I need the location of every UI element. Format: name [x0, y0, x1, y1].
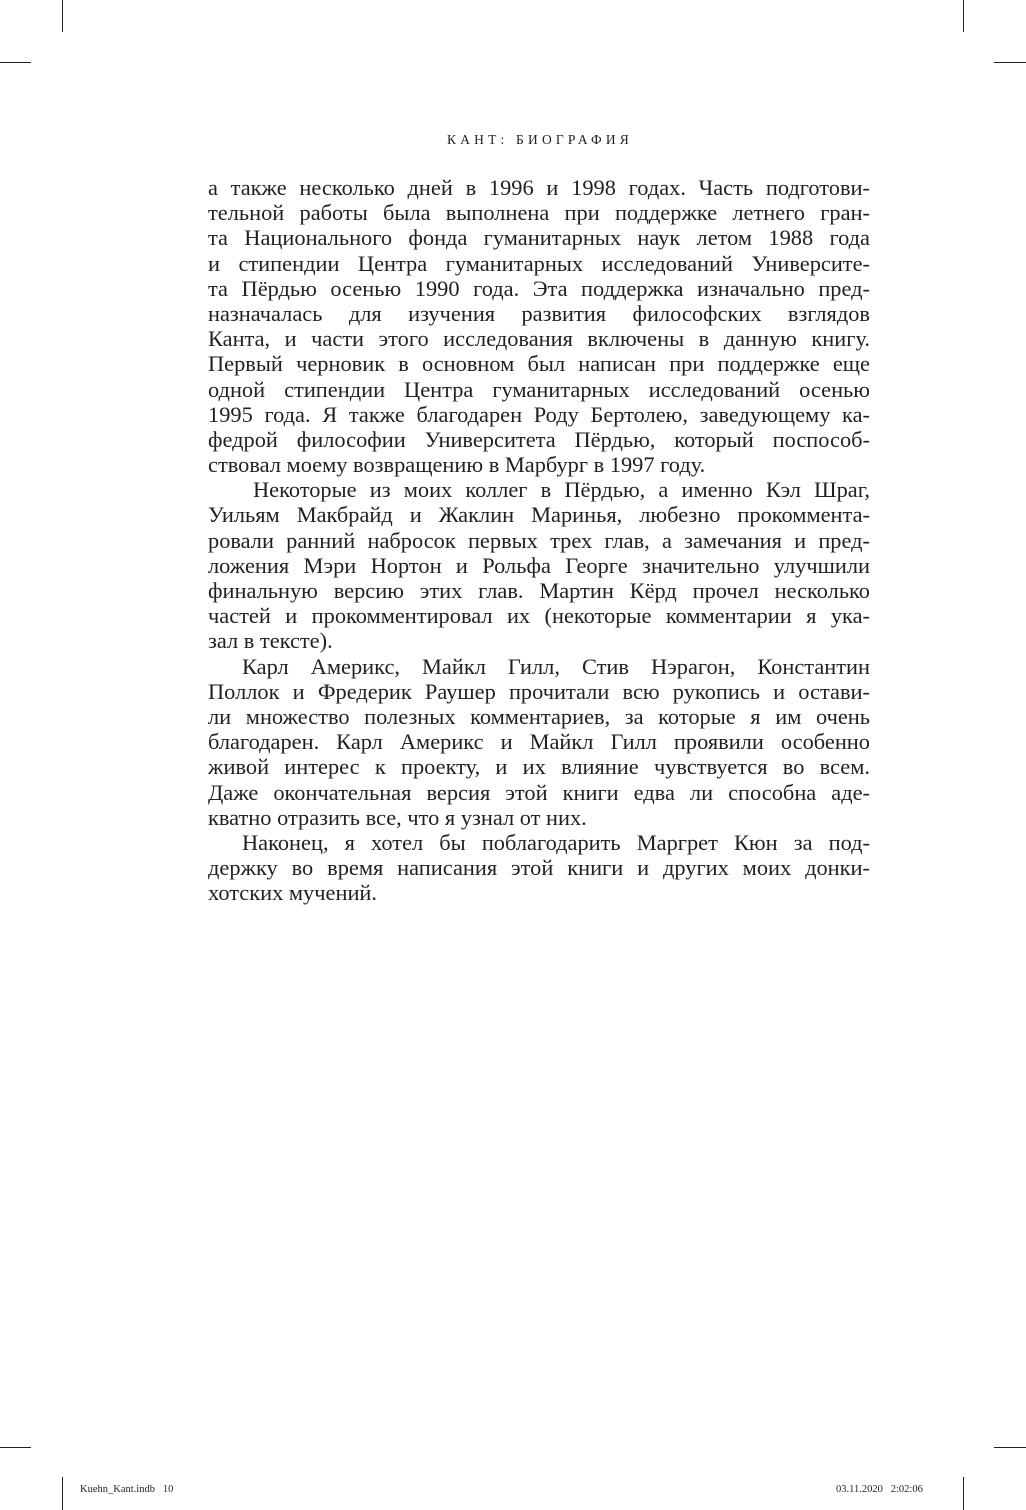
text-line: одной стипендии Центра гуманитарных исследований осенью: [208, 376, 870, 402]
paragraph: [208, 175, 870, 477]
text-line: зал в тексте).: [208, 628, 333, 654]
paragraph: [208, 654, 870, 830]
text-line: ли множество полезных комментариев, за которые я им очень: [208, 703, 870, 729]
text-line: живой интерес к проекту, и их влияние чувствуется во всем.: [208, 754, 870, 780]
text-line: тельной работы была выполнена при поддержке летнего гран-: [208, 200, 870, 226]
text-line: ложения Мэри Нортон и Рольфа Георге значительно улучшили: [208, 552, 870, 578]
running-head: КАНТ: БИОГРАФИЯ: [446, 132, 634, 147]
text-line: держку во время написания этой книги и других моих донки-: [208, 855, 870, 881]
slug-file: Kuehn_Kant.indb 10: [80, 1484, 174, 1495]
paragraph: [208, 477, 870, 653]
crop-mark: [994, 1447, 1026, 1448]
text-line: Поллок и Фредерик Раушер прочитали всю рукопись и остави-: [208, 678, 870, 704]
text-line: частей и прокомментировал их (некоторые комментарии я ука-: [208, 603, 870, 629]
text-line: Наконец, я хотел бы поблагодарить Маргрет Кюн за под-: [242, 829, 870, 855]
text-line: Даже окончательная версия этой книги едва ли способна аде-: [208, 779, 870, 805]
text-line: 1995 года. Я также благодарен Роду Бертолею, заведующему ка-: [208, 401, 870, 427]
body-text: [208, 175, 870, 905]
text-line: Карл Америкс, Майкл Гилл, Стив Нэрагон, Константин: [242, 653, 870, 679]
text-line: та Пёрдью осенью 1990 года. Эта поддержка изначально пред-: [208, 275, 870, 301]
text-line: та Национального фонда гуманитарных наук летом 1988 года: [208, 225, 870, 251]
text-line: и стипендии Центра гуманитарных исследований Университе-: [208, 250, 870, 276]
text-line: Уильям Макбрайд и Жаклин Маринья, любезно прокоммента-: [208, 502, 870, 528]
text-line: а также несколько дней в 1996 и 1998 годах. Часть подготови-: [208, 175, 870, 200]
crop-mark: [0, 62, 31, 63]
text-line: хотских мучений.: [208, 880, 378, 906]
crop-mark: [963, 1477, 964, 1510]
text-line: федрой философии Университета Пёрдью, который поспособ-: [208, 426, 870, 452]
text-line: назначалась для изучения развития философских взглядов: [208, 300, 870, 326]
slug-datetime: 03.11.2020 2:02:06: [836, 1484, 923, 1495]
crop-mark: [0, 1447, 31, 1448]
text-line: ствовал моему возвращению в Марбург в 1997 году.: [208, 452, 706, 478]
paragraph: [208, 830, 870, 906]
text-line: Первый черновик в основном был написан при поддержке еще: [208, 351, 870, 377]
text-line: ровали ранний набросок первых трех глав, а замечания и пред-: [208, 527, 870, 553]
text-line: финальную версию этих глав. Мартин Кёрд прочел несколько: [208, 578, 870, 603]
crop-mark: [62, 0, 63, 32]
crop-mark: [62, 1477, 63, 1510]
text-line: Некоторые из моих коллег в Пёрдью, а именно Кэл Шраг,: [253, 477, 870, 503]
text-line: благодарен. Карл Америкс и Майкл Гилл проявили особенно: [208, 729, 870, 755]
text-line: Канта, и части этого исследования включены в данную книгу.: [208, 326, 870, 352]
text-line: кватно отразить все, что я узнал от них.: [208, 804, 587, 830]
crop-mark: [963, 0, 964, 32]
crop-mark: [994, 62, 1026, 63]
